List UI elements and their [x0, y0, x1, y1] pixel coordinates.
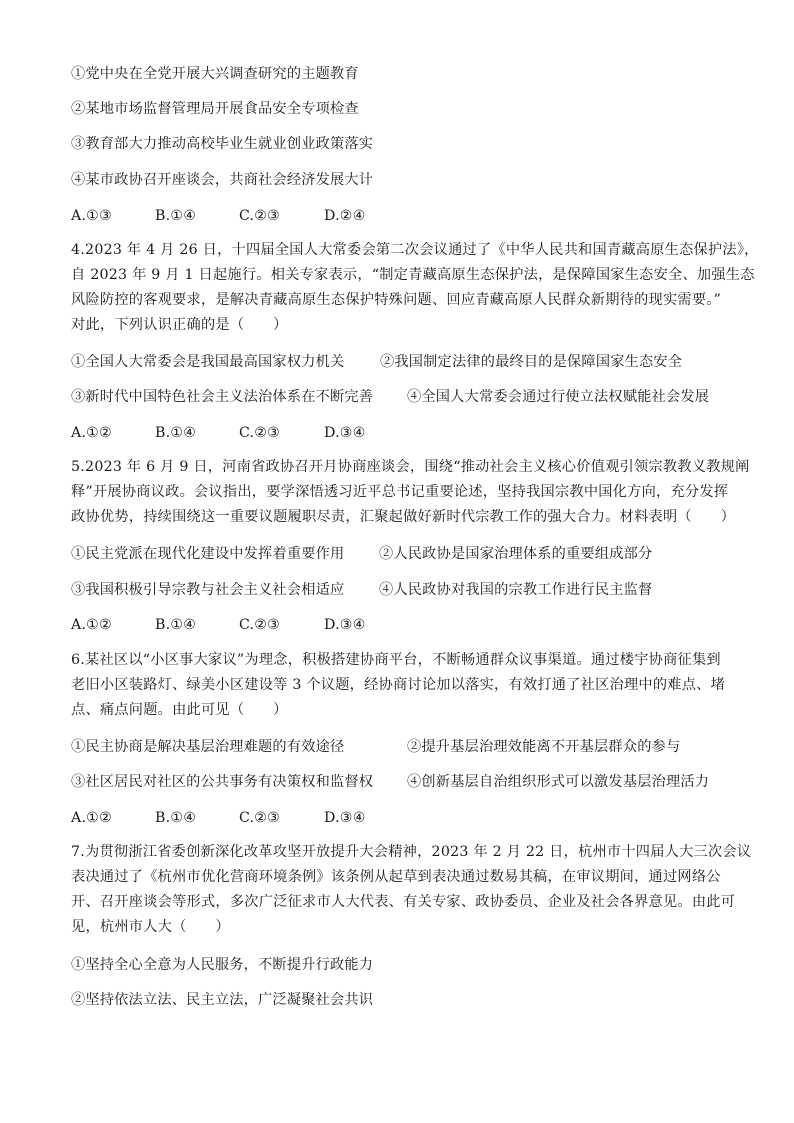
answer-b: B.①④ [155, 425, 197, 441]
stem-line: 7.为贯彻浙江省委创新深化改革攻坚开放提升大会精神，2023 年 2 月 22 日，杭州市十四届人大三次会议 [71, 844, 752, 860]
question-6-options-row2 [71, 772, 731, 792]
option-item: ②某地市场监督管理局开展食品安全专项检查 [71, 101, 359, 117]
question-6-stem [71, 648, 726, 723]
answer-c: C.②③ [239, 208, 281, 224]
question-4-options-row1 [71, 352, 731, 372]
answer-choices [71, 206, 471, 226]
question-7-stem [71, 840, 752, 940]
option-3: ③社区居民对社区的公共事务有决策权和监督权 [71, 774, 374, 790]
answer-a: A.①③ [71, 208, 112, 224]
option-4: ④创新基层自治组织形式可以激发基层治理活力 [407, 774, 710, 790]
stem-line: 风险防控的客观要求，是解决青藏高原生态保护特殊问题、回应青藏高原人民群众新期待的现实需要。” [71, 292, 722, 308]
option-1: ①全国人大常委会是我国最高国家权力机关 [71, 354, 345, 370]
question-5-options-row2 [71, 580, 731, 600]
option-item: ①坚持全心全意为人民服务，不断提升行政能力 [71, 957, 374, 973]
answer-b: B.①④ [155, 208, 197, 224]
option-3: ③新时代中国特色社会主义法治体系在不断完善 [71, 389, 374, 405]
option-4: ④全国人大常委会通过行使立法权赋能社会发展 [407, 389, 710, 405]
question-5-stem [71, 455, 750, 530]
stem-line: 对此，下列认识正确的是（ ） [71, 317, 288, 333]
stem-line: 表决通过了《杭州市优化营商环境条例》该条例从起草到表决通过数易其稿，在审议期间，通过网络公 [71, 869, 721, 885]
option-item: ②坚持依法立法、民主立法，广泛凝聚社会共识 [71, 992, 374, 1008]
stem-line: 6.某社区以“小区事大家议”为理念，积极搭建协商平台，不断畅通群众议事渠道。通过楼宇协商征集到 [71, 652, 721, 668]
answer-b: B.①④ [155, 810, 197, 826]
answer-c: C.②③ [239, 617, 281, 633]
option-item: ③教育部大力推动高校毕业生就业创业政策落实 [71, 136, 374, 152]
option-2: ②提升基层治理效能离不开基层群众的参与 [407, 739, 681, 755]
question-4-options-row2 [71, 387, 731, 407]
option-3: ③我国积极引导宗教与社会主义社会相适应 [71, 582, 345, 598]
question-5-options-row1 [71, 544, 731, 564]
question-6-options-row1 [71, 737, 731, 757]
answer-c: C.②③ [239, 810, 281, 826]
question-5-answers [71, 615, 471, 635]
question-4-stem [71, 238, 759, 338]
question-4-answers [71, 423, 471, 443]
answer-a: A.①② [71, 810, 112, 826]
stem-line: 老旧小区装路灯、绿美小区建设等 3 个议题，经协商讨论加以落实，有效打通了社区治理中的难点、堵 [71, 677, 726, 693]
answer-d: D.③④ [324, 617, 366, 633]
option-1: ①民主协商是解决基层治理难题的有效途径 [71, 739, 345, 755]
answer-b: B.①④ [155, 617, 197, 633]
option-item: ④某市政协召开座谈会，共商社会经济发展大计 [71, 172, 374, 188]
option-2: ②人民政协是国家治理体系的重要组成部分 [379, 546, 653, 562]
stem-line: 见，杭州市人大（ ） [71, 919, 230, 935]
option-item: ①党中央在全党开展大兴调查研究的主题教育 [71, 66, 359, 82]
answer-a: A.①② [71, 617, 112, 633]
answer-d: D.③④ [324, 810, 366, 826]
stem-line: 4.2023 年 4 月 26 日，十四届全国人大常委会第二次会议通过了《中华人民共和国青藏高原生态保护法》， [71, 242, 759, 258]
stem-line: 政协优势，持续围绕这一重要议题履职尽责，汇聚起做好新时代宗教工作的强大合力。材料表明（ ） [71, 509, 736, 525]
question-6-answers [71, 808, 471, 828]
option-2: ②我国制定法律的最终目的是保障国家生态安全 [380, 354, 683, 370]
option-4: ④人民政协对我国的宗教工作进行民主监督 [379, 582, 653, 598]
answer-d: D.②④ [324, 208, 366, 224]
stem-line: 释”开展协商议政。会议指出，要学深悟透习近平总书记重要论述，坚持我国宗教中国化方向，充分发挥 [71, 484, 729, 500]
stem-line: 开、召开座谈会等形式，多次广泛征求市人大代表、有关专家、政协委员、企业及社会各界意见。由此可 [71, 894, 736, 910]
answer-c: C.②③ [239, 425, 281, 441]
stem-line: 点、痛点问题。由此可见（ ） [71, 702, 288, 718]
option-1: ①民主党派在现代化建设中发挥着重要作用 [71, 546, 345, 562]
answer-a: A.①② [71, 425, 112, 441]
stem-line: 自 2023 年 9 月 1 日起施行。相关专家表示，“制定青藏高原生态保护法，是保障国家生态安全、加强生态 [71, 267, 755, 283]
stem-line: 5.2023 年 6 月 9 日，河南省政协召开月协商座谈会，围绕“推动社会主义核心价值观引领宗教教义教规阐 [71, 459, 750, 475]
answer-d: D.③④ [324, 425, 366, 441]
